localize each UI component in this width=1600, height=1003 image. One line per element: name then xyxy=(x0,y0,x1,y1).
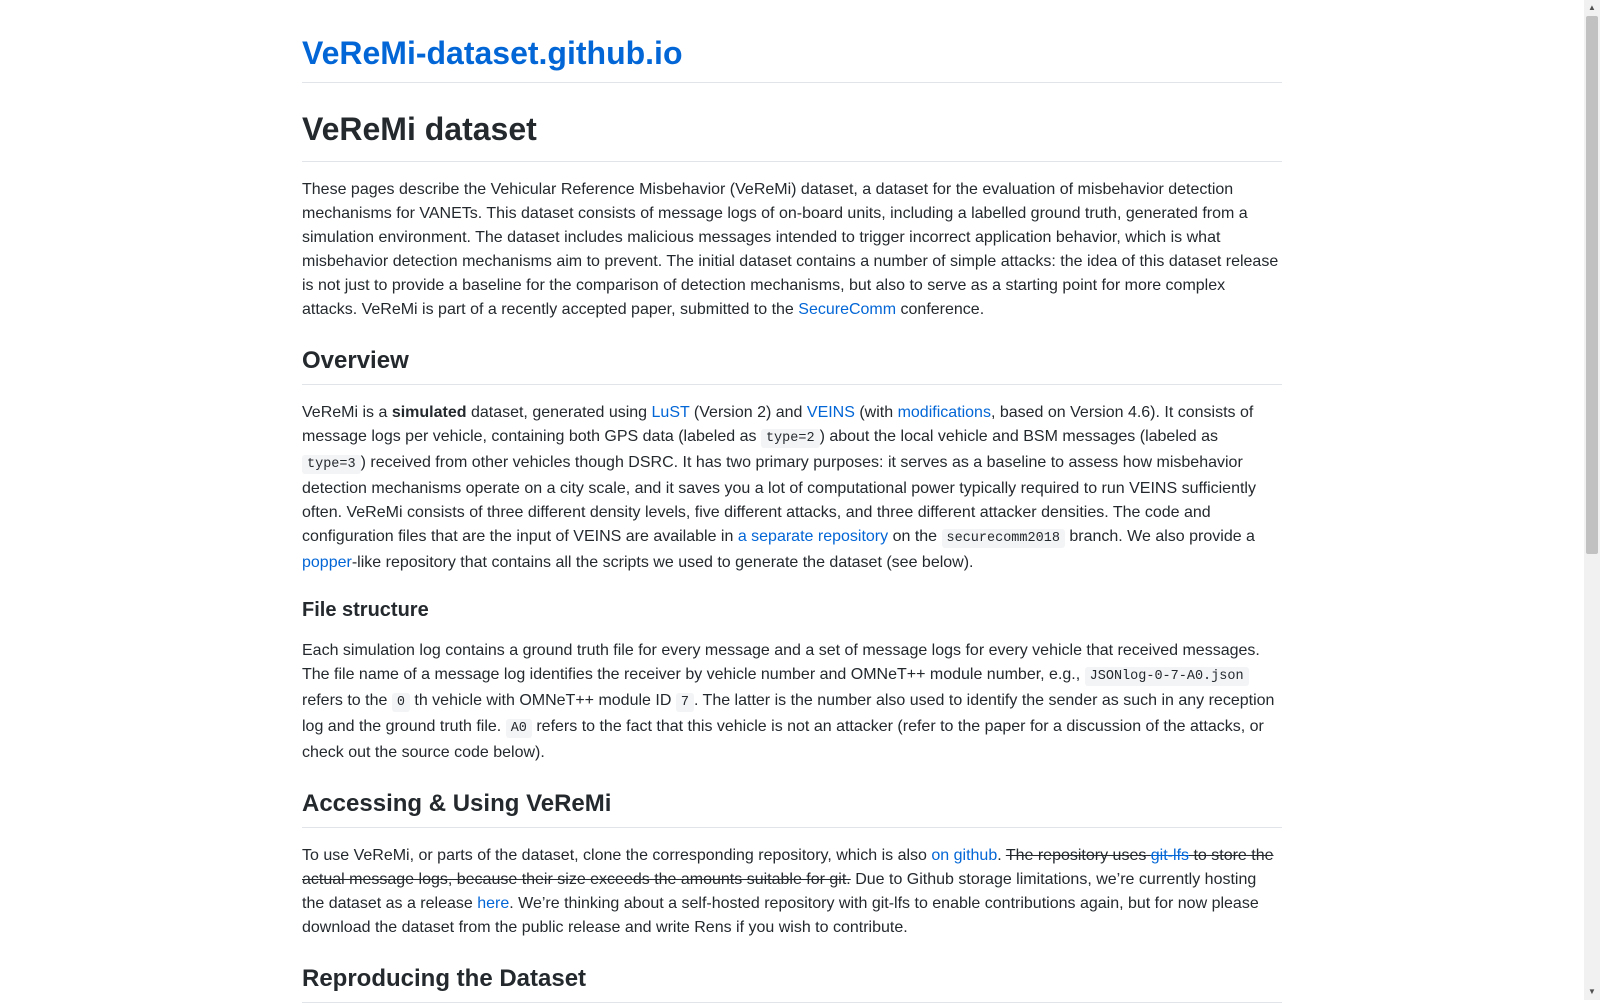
lust-link[interactable]: LuST xyxy=(651,404,690,421)
code-filename: JSONlog-0-7-A0.json xyxy=(1085,667,1249,686)
struck-text-2: to store the actual message logs, because their size exceeds the amounts suitable for git. xyxy=(302,847,1274,888)
overview-text: , based on Version 4.6). It consists of message logs per vehicle, containing both GPS data (labeled as xyxy=(302,404,1254,445)
code-attacker-flag: A0 xyxy=(506,719,532,738)
modifications-link[interactable]: modifications xyxy=(897,404,991,421)
file-structure-paragraph xyxy=(302,639,1282,765)
file-structure-heading: File structure xyxy=(302,599,429,621)
accessing-paragraph xyxy=(302,844,1282,940)
accessing-text: To use VeReMi, or parts of the dataset, clone the corresponding repository, which is also xyxy=(302,847,932,864)
scrollbar-thumb[interactable] xyxy=(1586,16,1598,554)
accessing-heading: Accessing & Using VeReMi xyxy=(302,789,1282,828)
github-link[interactable]: on github xyxy=(931,847,998,864)
file-structure-text: . The latter is the number also used to identify the sender as such in any reception log and the ground truth file. xyxy=(302,692,1275,735)
simulated-bold: simulated xyxy=(391,404,467,421)
scroll-up-arrow-icon[interactable]: ▲ xyxy=(1588,3,1596,12)
code-type2: type=2 xyxy=(761,429,820,448)
file-structure-text: Each simulation log contains a ground truth file for every message and a set of message logs for every vehicle that received messages. The file name of a message log identifies the receiver by vehicle number and OMNeT++ module number, e.g., xyxy=(302,642,1260,683)
intro-paragraph xyxy=(302,178,1282,322)
git-lfs-link[interactable]: git-lfs xyxy=(1150,847,1190,864)
struck-text-1: The repository uses xyxy=(1005,847,1151,864)
page-content xyxy=(302,0,1282,1003)
file-structure-text: th vehicle with OMNeT++ module ID xyxy=(409,692,676,709)
code-type3: type=3 xyxy=(302,455,361,474)
overview-text: ) about the local vehicle and BSM messages (labeled as xyxy=(819,428,1219,445)
page-title: VeReMi dataset xyxy=(302,109,1282,162)
reproducing-heading: Reproducing the Dataset xyxy=(302,964,1282,1003)
accessing-text: Due to Github storage limitations, we’re currently hosting the dataset as a release xyxy=(302,871,1257,912)
overview-paragraph xyxy=(302,401,1282,575)
file-structure-text: refers to the xyxy=(302,692,392,709)
overview-text: (Version 2) and xyxy=(689,404,807,421)
accessing-text: . We’re thinking about a self-hosted repository with git-lfs to enable contributions again, but for now please download the dataset from the public release and write Rens if you wish to contribute. xyxy=(302,895,1259,936)
code-vehicle-number: 0 xyxy=(392,693,410,712)
overview-text: dataset, generated using xyxy=(466,404,652,421)
code-branch: securecomm2018 xyxy=(942,529,1065,548)
overview-text: -like repository that contains all the scripts we used to generate the dataset (see below). xyxy=(351,554,974,571)
vertical-scrollbar[interactable] xyxy=(1584,0,1600,1000)
overview-text: VeReMi is a xyxy=(302,404,392,421)
header-divider xyxy=(302,82,1282,83)
securecomm-link[interactable]: SecureComm xyxy=(798,301,897,318)
separate-repository-link[interactable]: a separate repository xyxy=(737,528,889,545)
code-module-id: 7 xyxy=(676,693,694,712)
overview-heading: Overview xyxy=(302,346,1282,385)
accessing-text: . xyxy=(997,847,1006,864)
scroll-down-arrow-icon[interactable]: ▼ xyxy=(1588,987,1596,996)
intro-text-1: These pages describe the Vehicular Reference Misbehavior (VeReMi) dataset, a dataset for the evaluation of misbehavior detection mechanisms for VANETs. This dataset consists of message logs of on-board units, including a labelled ground truth, generated from a simulation environment. The dataset includes malicious messages intended to trigger incorrect application behavior, which is what misbehavior detection mechanisms aim to prevent. The initial dataset contains a number of simple attacks: the idea of this dataset release is not just to provide a baseline for the comparison of detection mechanisms, but also to serve as a starting point for more complex attacks. VeReMi is part of a recently accepted paper, submitted to the xyxy=(302,181,1279,318)
popper-link[interactable]: popper xyxy=(302,554,352,571)
file-structure-text: refers to the fact that this vehicle is not an attacker (refer to the paper for a discussion of the attacks, or check out the source code below). xyxy=(302,718,1264,761)
site-title-link[interactable]: VeReMi-dataset.github.io xyxy=(302,35,683,71)
release-here-link[interactable]: here xyxy=(477,895,510,912)
intro-text-2: conference. xyxy=(896,301,985,318)
veins-link[interactable]: VEINS xyxy=(806,404,855,421)
overview-text: ) received from other vehicles though DSRC. It has two primary purposes: it serves as a baseline to assess how misbehavior detection mechanisms operate on a city scale, and it saves you a lot of computational power typically required to run VEINS sufficiently often. VeReMi consists of three different density levels, five different attacks, and three different attacker densities. The code and configuration files that are the input of VEINS are available in xyxy=(302,454,1256,545)
overview-text: on the xyxy=(888,528,942,545)
overview-text: (with xyxy=(854,404,898,421)
overview-text: branch. We also provide a xyxy=(1064,528,1255,545)
